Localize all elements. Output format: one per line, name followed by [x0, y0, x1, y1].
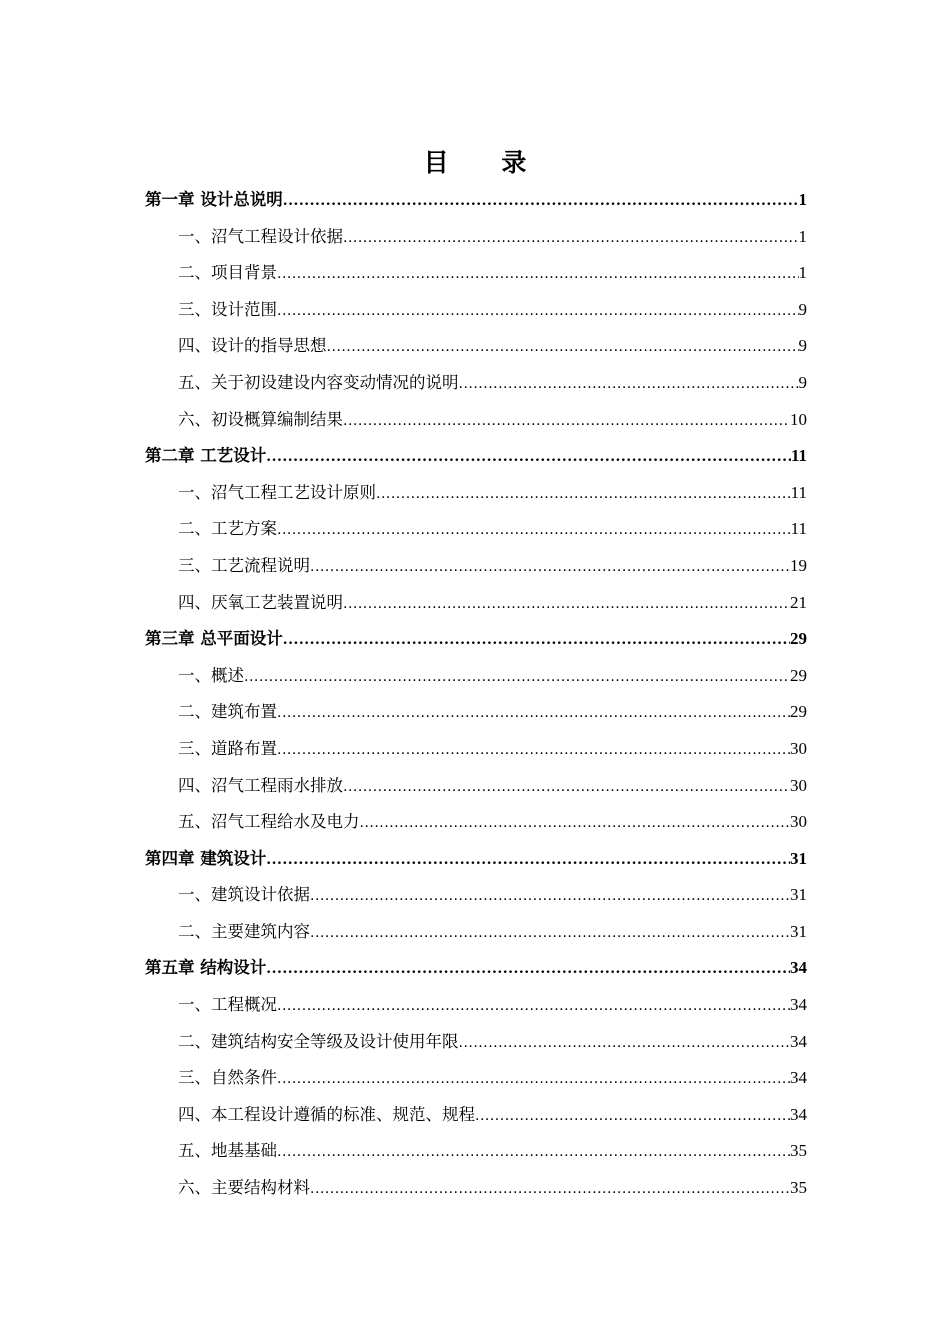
toc-section-entry[interactable]: [145, 1060, 807, 1097]
toc-section-entry[interactable]: [145, 1170, 807, 1207]
toc-entry-label: 一、建筑设计依据: [178, 885, 310, 905]
toc-section-entry[interactable]: [145, 548, 807, 585]
toc-entry-label: 二、建筑布置: [178, 702, 277, 722]
toc-entry-label: 四、本工程设计遵循的标准、规范、规程: [178, 1104, 475, 1124]
toc-dot-leader: [310, 549, 790, 586]
toc-dot-leader: [459, 366, 799, 403]
toc-section-entry[interactable]: [145, 219, 807, 256]
toc-entry-label: 三、自然条件: [178, 1068, 277, 1088]
toc-dot-leader: [283, 183, 799, 220]
toc-dot-leader: [310, 878, 790, 915]
toc-dot-leader: [343, 586, 790, 623]
toc-dot-leader: [277, 695, 790, 732]
toc-dot-leader: [376, 476, 791, 513]
toc-page-number: 30: [790, 738, 807, 758]
toc-dot-leader: [327, 329, 799, 366]
toc-chapter-entry[interactable]: [145, 841, 807, 878]
toc-dot-leader: [343, 403, 790, 440]
toc-dot-leader: [266, 842, 790, 879]
toc-page-number: 34: [790, 1031, 807, 1051]
toc-page-number: 11: [790, 446, 807, 466]
toc-dot-leader: [310, 1171, 790, 1208]
toc-page-number: 34: [790, 995, 807, 1015]
toc-chapter-entry[interactable]: [145, 182, 807, 219]
toc-section-entry[interactable]: [145, 694, 807, 731]
toc-entry-label: 六、初设概算编制结果: [178, 409, 343, 429]
toc-entry-label: 一、概述: [178, 665, 244, 685]
toc-page-number: 11: [790, 519, 807, 539]
toc-section-entry[interactable]: [145, 255, 807, 292]
toc-dot-leader: [277, 988, 790, 1025]
toc-section-entry[interactable]: [145, 1097, 807, 1134]
toc-page-number: 35: [790, 1178, 807, 1198]
toc-entry-label: 四、沼气工程雨水排放: [178, 775, 343, 795]
toc-page-number: 21: [790, 592, 807, 612]
toc-entry-label: 三、设计范围: [178, 299, 277, 319]
toc-section-entry[interactable]: [145, 328, 807, 365]
toc-section-entry[interactable]: [145, 365, 807, 402]
toc-entry-label: 第四章 建筑设计: [145, 848, 267, 868]
toc-section-entry[interactable]: [145, 914, 807, 951]
toc-dot-leader: [283, 622, 790, 659]
toc-section-entry[interactable]: [145, 1024, 807, 1061]
toc-entry-label: 二、项目背景: [178, 263, 277, 283]
toc-dot-leader: [277, 1134, 790, 1171]
toc-entry-label: 第五章 结构设计: [145, 958, 267, 978]
toc-section-entry[interactable]: [145, 475, 807, 512]
toc-page-number: 9: [798, 336, 807, 356]
toc-page-number: 31: [790, 885, 807, 905]
toc-list: [145, 182, 807, 1207]
toc-entry-label: 第二章 工艺设计: [145, 446, 267, 466]
toc-dot-leader: [266, 951, 790, 988]
toc-entry-label: 五、关于初设建设内容变动情况的说明: [178, 372, 459, 392]
toc-page-number: 34: [790, 1068, 807, 1088]
toc-section-entry[interactable]: [145, 877, 807, 914]
toc-page-number: 29: [790, 702, 807, 722]
toc-section-entry[interactable]: [145, 1133, 807, 1170]
toc-dot-leader: [277, 1061, 790, 1098]
toc-section-entry[interactable]: [145, 658, 807, 695]
toc-dot-leader: [277, 256, 799, 293]
toc-dot-leader: [360, 805, 791, 842]
toc-entry-label: 二、工艺方案: [178, 519, 277, 539]
toc-entry-label: 四、设计的指导思想: [178, 336, 327, 356]
toc-page-number: 34: [790, 958, 807, 978]
toc-entry-label: 一、工程概况: [178, 995, 277, 1015]
toc-dot-leader: [277, 293, 799, 330]
toc-page-number: 9: [798, 372, 807, 392]
toc-entry-label: 第一章 设计总说明: [145, 190, 283, 209]
toc-entry-label: 三、工艺流程说明: [178, 555, 310, 575]
toc-title: 目 录: [423, 148, 549, 177]
toc-section-entry[interactable]: [145, 402, 807, 439]
toc-page-number: 35: [790, 1141, 807, 1161]
toc-section-entry[interactable]: [145, 731, 807, 768]
toc-dot-leader: [277, 732, 790, 769]
toc-page-number: 1: [798, 226, 807, 246]
toc-entry-label: 一、沼气工程工艺设计原则: [178, 482, 376, 502]
toc-page-number: 34: [790, 1104, 807, 1124]
toc-entry-label: 一、沼气工程设计依据: [178, 226, 343, 246]
toc-chapter-entry[interactable]: [145, 621, 807, 658]
toc-entry-label: 二、建筑结构安全等级及设计使用年限: [178, 1031, 459, 1051]
toc-dot-leader: [277, 512, 791, 549]
toc-chapter-entry[interactable]: [145, 438, 807, 475]
toc-page-number: 31: [790, 921, 807, 941]
toc-entry-label: 五、沼气工程给水及电力: [178, 812, 360, 832]
toc-section-entry[interactable]: [145, 987, 807, 1024]
toc-page-number: 1: [798, 190, 807, 209]
toc-dot-leader: [475, 1098, 790, 1135]
toc-page-number: 1: [798, 263, 807, 283]
toc-page-number: 29: [790, 665, 807, 685]
toc-dot-leader: [343, 220, 799, 257]
toc-section-entry[interactable]: [145, 768, 807, 805]
toc-entry-label: 六、主要结构材料: [178, 1178, 310, 1198]
toc-dot-leader: [310, 915, 790, 952]
toc-entry-label: 二、主要建筑内容: [178, 921, 310, 941]
toc-entry-label: 三、道路布置: [178, 738, 277, 758]
toc-chapter-entry[interactable]: [145, 950, 807, 987]
toc-page-number: 29: [790, 629, 807, 649]
toc-section-entry[interactable]: [145, 804, 807, 841]
toc-dot-leader: [459, 1025, 791, 1062]
toc-dot-leader: [266, 439, 791, 476]
toc-section-entry[interactable]: [145, 292, 807, 329]
toc-page-number: 30: [790, 775, 807, 795]
toc-section-entry[interactable]: [145, 585, 807, 622]
toc-page-number: 11: [790, 482, 807, 502]
toc-section-entry[interactable]: [145, 511, 807, 548]
toc-page-number: 30: [790, 812, 807, 832]
toc-dot-leader: [343, 769, 790, 806]
toc-entry-label: 五、地基基础: [178, 1141, 277, 1161]
toc-page-number: 9: [798, 299, 807, 319]
toc-page-number: 10: [790, 409, 807, 429]
toc-entry-label: 四、厌氧工艺装置说明: [178, 592, 343, 612]
toc-page-number: 31: [790, 848, 807, 868]
toc-page-number: 19: [790, 555, 807, 575]
toc-dot-leader: [244, 659, 790, 696]
toc-entry-label: 第三章 总平面设计: [145, 629, 283, 649]
